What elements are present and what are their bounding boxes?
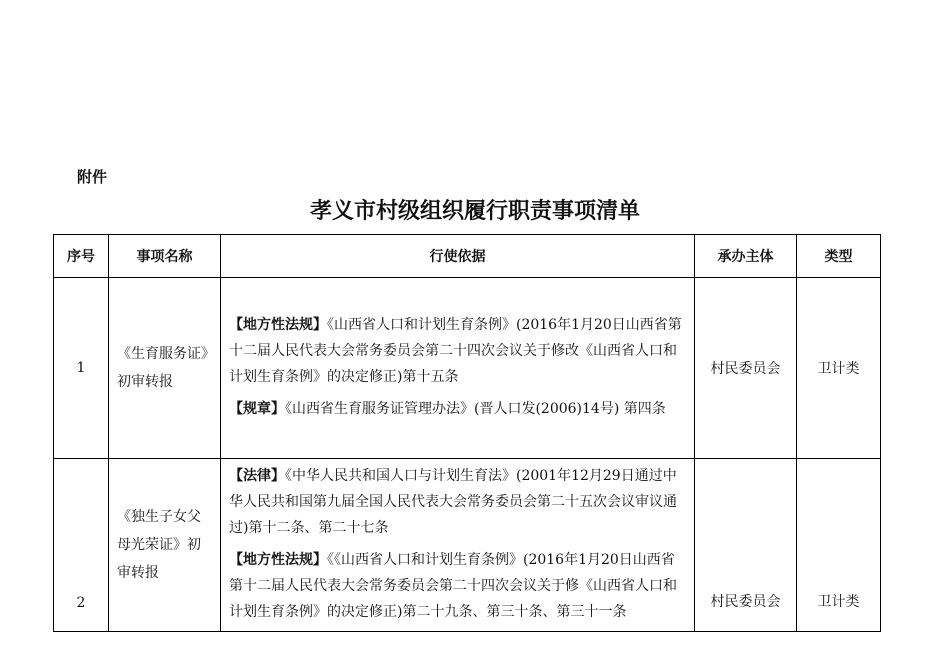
row-type: 卫计类 [797, 278, 881, 459]
basis-text: 《山西省生育服务证管理办法》(晋人口发(2006)14号) 第四条 [285, 401, 666, 417]
basis-tag: 【规章】 [229, 401, 285, 417]
attachment-label: 附件 [77, 168, 108, 186]
row-basis [221, 278, 695, 459]
basis-entry [229, 463, 686, 541]
row-basis [221, 459, 695, 632]
header-name: 事项名称 [109, 235, 221, 278]
header-basis: 行使依据 [221, 235, 695, 278]
row-type: 卫计类 [797, 459, 881, 632]
header-no: 序号 [54, 235, 109, 278]
row-name: 《生育服务证》初审转报 [109, 278, 221, 459]
table-header-row [54, 235, 881, 278]
basis-text: 《《山西省人口和计划生育条例》(2016年1月20日山西省第十二届人民代表大会常务委员会第二十四次会议关于修《山西省人口和计划生育条例》的决定修正)第二十九条、第三十条、第三十一条 [229, 552, 677, 620]
basis-tag: 【地方性法规】 [229, 317, 327, 333]
basis-entry [229, 547, 686, 625]
document-title: 孝义市村级组织履行职责事项清单 [309, 199, 640, 224]
basis-tag: 【法律】 [229, 468, 285, 484]
header-body: 承办主体 [695, 235, 797, 278]
basis-text: 《中华人民共和国人口与计划生育法》(2001年12月29日通过中华人民共和国第九届全国人民代表大会常务委员会第二十五次会议审议通过)第十二条、第二十七条 [229, 468, 677, 536]
basis-entry [229, 396, 686, 422]
basis-tag: 【地方性法规】 [229, 552, 327, 568]
row-no: 2 [54, 459, 109, 632]
basis-text: 《山西省人口和计划生育条例》(2016年1月20日山西省第十二届人民代表大会常务委员会第二十四次会议关于修改《山西省人口和计划生育条例》的决定修正)第十五条 [229, 317, 682, 385]
table-row [54, 459, 881, 632]
row-name: 《独生子女父母光荣证》初审转报 [109, 459, 221, 632]
basis-entry [229, 312, 686, 390]
row-no: 1 [54, 278, 109, 459]
table-row [54, 278, 881, 459]
row-body: 村民委员会 [695, 459, 797, 632]
duty-table [53, 234, 881, 632]
header-type: 类型 [797, 235, 881, 278]
row-body: 村民委员会 [695, 278, 797, 459]
